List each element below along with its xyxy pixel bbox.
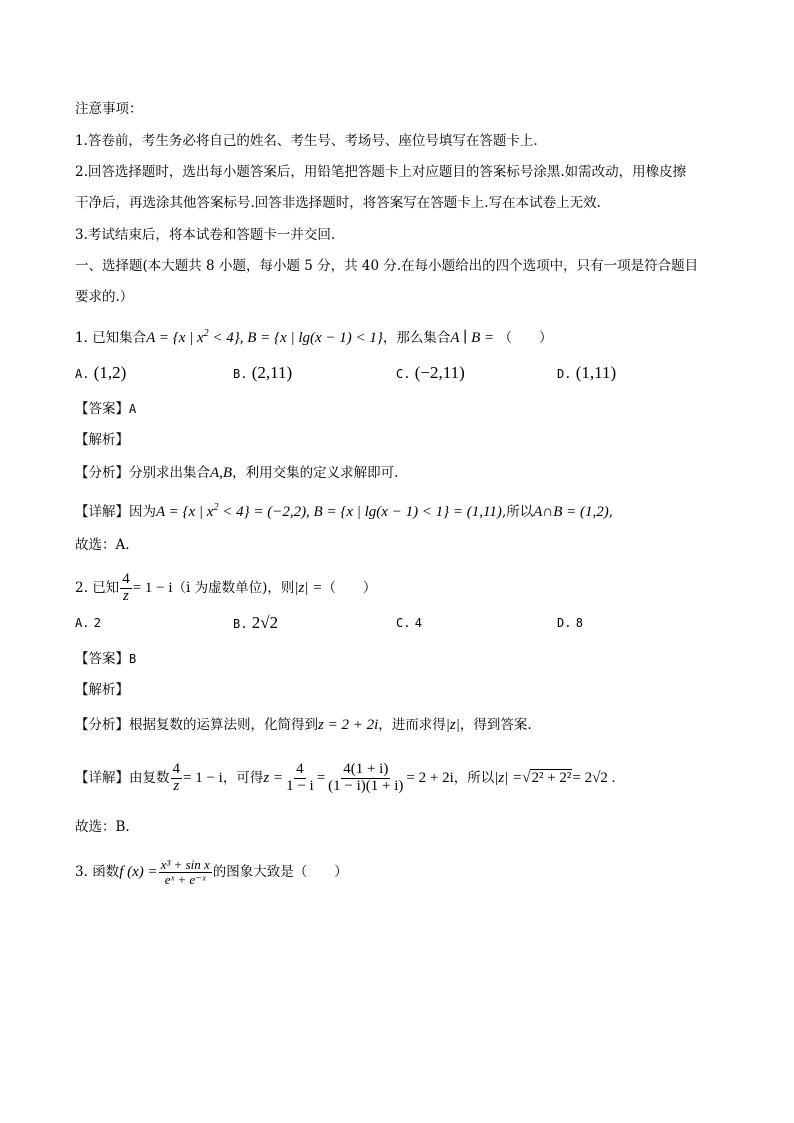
section-heading: 一、选择题(本大题共 8 小题，每小题 5 分，共 40 分.在每小题给出的四个选项中，只有一项是符合题目 — [75, 258, 699, 274]
question-1-stem — [75, 325, 552, 347]
q1-detail: 【详解】因为A = {x | $x^2 < 4\} = (-2,2)$, B = {x | lg(x − 1) < 1} = (1,11),所以A∩B = (1,2), — [75, 502, 614, 520]
q1-option-c: C. (−2,11) — [396, 363, 465, 382]
q1-answer: 【答案】A — [75, 401, 137, 417]
q2-fenxi: 【分析】根据复数的运算法则，化简得到z = 2 + 2i，进而求得|z|，得到答案. — [75, 717, 532, 733]
section-heading-cont: 要求的.） — [75, 289, 134, 305]
q1-analysis-tag: 【解析】 — [75, 432, 129, 448]
q1-conclusion: 故选：A. — [75, 537, 130, 553]
q2-option-c: C. 4 — [396, 616, 422, 630]
q1-text-pre: 已知集合 — [92, 330, 147, 346]
notice-item-2: 2.回答选择题时，选出每小题答案后，用铅笔把答题卡上对应题目的答案标号涂黑.如需改动，用橡皮擦 — [75, 164, 687, 180]
q1-text-mid: ，那么集合 — [382, 330, 451, 346]
q1-paren: （ ） — [498, 330, 553, 346]
q2-option-d: D. 8 — [557, 616, 583, 630]
notice-item-2-cont: 干净后，再选涂其他答案标号.回答非选择题时，将答案写在答题卡上.写在本试卷上无效. — [75, 195, 601, 211]
q2-conclusion: 故选：B. — [75, 819, 130, 835]
q1-number: 1. — [75, 330, 88, 346]
q1-option-a: A. (1,2) — [75, 363, 127, 382]
notice-item-3: 3.考试结束后，将本试卷和答题卡一并交回. — [75, 227, 336, 243]
q2-option-a: A. 2 — [75, 616, 101, 630]
q2-analysis-tag: 【解析】 — [75, 682, 129, 698]
q2-answer: 【答案】B — [75, 651, 137, 667]
notice-item-1: 1.答卷前，考生务必将自己的姓名、考生号、考场号、座位号填写在答题卡上. — [75, 133, 538, 149]
q1-option-d: D. (1,11) — [557, 363, 617, 382]
notice-title: 注意事项： — [75, 101, 143, 117]
q1-option-b: B. (2,11) — [233, 363, 293, 382]
q2-option-b: B. 2√2 — [233, 613, 279, 632]
question-3-stem: 3. 函数f (x) = $\frac{\text{x³ + sin x}}{\text{eˣ + e⁻ˣ}}$ 的图象大致是（ ） — [75, 857, 348, 887]
q1-fenxi: 【分析】分别求出集合A,B，利用交集的定义求解即可. — [75, 465, 399, 481]
q1-expr: A ∣ B = — [450, 330, 495, 346]
question-2-stem: 2. 已知 $\frac{4}{z}$ = 1 − i（i 为虚数单位)，则|z| =（ ） — [75, 571, 377, 604]
q2-detail: 【详解】由复数 $\frac{4}{z}$ = 1 − i，可得z = $\frac{4}{1 - i}$ = $\frac{4(1 + i)}{(1 - i)(1 + i)}$ = 2 + 2i，所以|z| =√2² + 2²= 2√2 . — [75, 761, 616, 794]
q1-set-a: A = {x | $x^2 < 4$}, B = {x | lg(x − 1) < 1} — [146, 328, 383, 346]
